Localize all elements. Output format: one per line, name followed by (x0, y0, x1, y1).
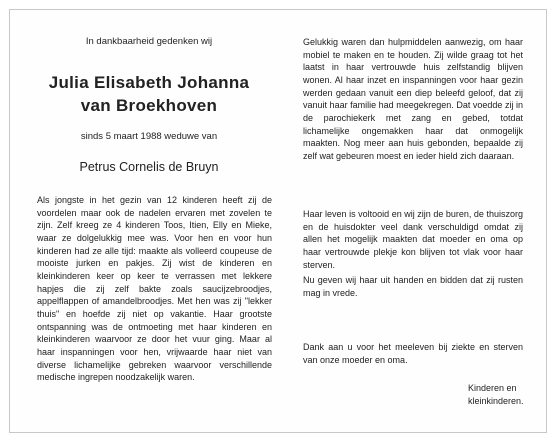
memorial-card (9, 9, 547, 433)
intro-line: In dankbaarheid gedenken wij (85, 36, 213, 47)
biography-paragraph: Als jongste in het gezin van 12 kinderen heeft zij de voordelen maar ook de nadelen ervaren met zovelen te zijn. Zelf kreeg ze 4 kinderen Toos, Itien, Elly en Mieke, waar ze dolgelukkig mee was. Voor hen en voor hun kinderen had ze alle tijd: maakte als volleerd coupeuse de mooiste jurken en pakjes. Zij wist de kinderen en kleinkinderen keer op keer te verrassen met lekkere hapjes die zij zelf bakte zoals saucijzebroodjes, appelflappen of amandelbroodjes. Met hen was zij "lekker thuis" en hoefde zij niet op vakantie. Haar grootste ontspanning was de ontmoeting met haar kinderen en kleinkinderen waarvoor ze door het vuur ging. Maar al haar inspanningen voor hen, vrijwaarde haar niet van diverse lichamelijke gebreken waarvoor verschillende medische ingrepen noodzakelijk waren. (37, 195, 272, 383)
signature (468, 382, 524, 407)
paragraph-gratitude: Dank aan u voor het meeleven bij ziekte en sterven van onze moeder en oma. (303, 342, 523, 365)
signature-line1: Kinderen en (468, 383, 517, 393)
deceased-name-line1: Julia Elisabeth Johanna (48, 73, 250, 92)
signature-line2: kleinkinderen. (468, 395, 524, 406)
widow-since-line: sinds 5 maart 1988 weduwe van (80, 131, 218, 142)
right-column (288, 10, 546, 432)
spouse-name: Petrus Cornelis de Bruyn (79, 160, 219, 174)
paragraph-prayer: Nu geven wij haar uit handen en bidden dat zij rusten mag in vrede. (303, 275, 523, 298)
deceased-name-line2: van Broekhoven (80, 96, 218, 115)
left-column (10, 10, 288, 432)
paragraph-thanks-care: Haar leven is voltooid en wij zijn de buren, de thuiszorg en de huisdokter veel dank verschuldigd omdat zij allen het mogelijk maakten dat moeder en oma op haar vertrouwde plekje kon blijven tot vlak voor haar sterven. (303, 209, 523, 270)
paragraph-mobility: Gelukkig waren dan hulpmiddelen aanwezig, om haar mobiel te maken en te houden. Zij wilde graag tot het laatst in haar vertrouwde huis zelfstandig blijven wonen. Al haar inzet en inspanningen voor haar gezin werden gedaan vanuit een diep beleefd geloof, dat zij vanuit haar familie had meegekregen. Dat voedde zij in de parochiekerk met zang en gebed, totdat lichamelijke ongemakken haar dat onmogelijk maakten. Nog meer aan huis gebonden, bepaalde zij zelf wat gebeuren moest en ieder hield zich daaraan. (303, 37, 523, 161)
